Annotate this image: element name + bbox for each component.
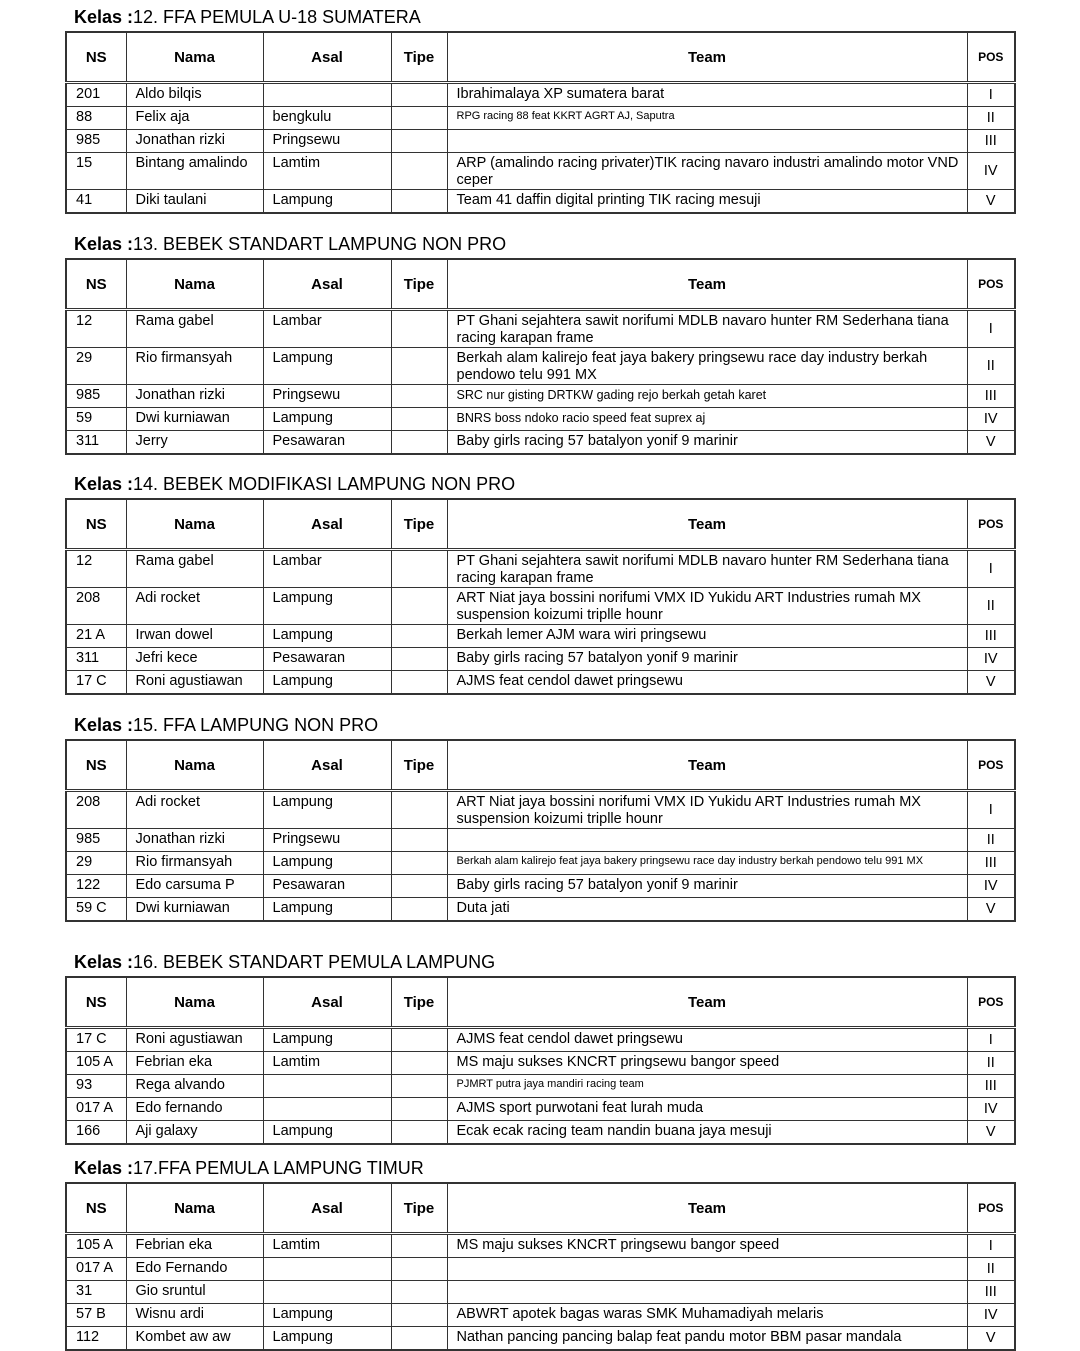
tipe-cell [391,310,447,348]
ns-cell: 17 C [66,671,126,695]
table-row [66,671,1015,695]
table-row [66,1281,1015,1304]
column-header: POS [967,977,1015,1028]
column-header: Tipe [391,32,447,83]
table-row [66,625,1015,648]
team-cell: PT Ghani sejahtera sawit norifumi MDLB navaro hunter RM Sederhana tiana racing karapan frame [447,310,967,348]
pos-cell: IV [967,648,1015,671]
ns-cell: 985 [66,385,126,408]
table-row [66,153,1015,190]
nama-cell: Adi rocket [126,588,263,625]
nama-cell: Dwi kurniawan [126,898,263,922]
table-row [66,130,1015,153]
tipe-cell [391,898,447,922]
asal-cell: Lampung [263,1327,391,1351]
team-cell: Nathan pancing pancing balap feat pandu motor BBM pasar mandala [447,1327,967,1351]
section-title [74,234,506,255]
table-row [66,431,1015,455]
pos-cell: III [967,385,1015,408]
ns-cell: 105 A [66,1052,126,1075]
nama-cell: Rama gabel [126,310,263,348]
pos-cell: I [967,1028,1015,1052]
pos-cell: IV [967,153,1015,190]
nama-cell: Jonathan rizki [126,130,263,153]
nama-cell: Febrian eka [126,1052,263,1075]
table-row [66,107,1015,130]
pos-cell: I [967,310,1015,348]
pos-cell: III [967,1281,1015,1304]
asal-cell: bengkulu [263,107,391,130]
asal-cell: Lampung [263,1121,391,1145]
ns-cell: 985 [66,829,126,852]
team-cell: ART Niat jaya bossini norifumi VMX ID Yukidu ART Industries rumah MX suspension koizumi triplle hounr [447,791,967,829]
nama-cell: Febrian eka [126,1234,263,1258]
asal-cell: Pesawaran [263,648,391,671]
ns-cell: 12 [66,550,126,588]
team-cell: PT Ghani sejahtera sawit norifumi MDLB navaro hunter RM Sederhana tiana racing karapan frame [447,550,967,588]
asal-cell: Pesawaran [263,431,391,455]
column-header: NS [66,1183,126,1234]
team-cell: ART Niat jaya bossini norifumi VMX ID Yukidu ART Industries rumah MX suspension koizumi triplle hounr [447,588,967,625]
pos-cell: IV [967,875,1015,898]
table-row [66,1327,1015,1351]
nama-cell: Wisnu ardi [126,1304,263,1327]
nama-cell: Bintang amalindo [126,153,263,190]
section-title [74,7,421,28]
tipe-cell [391,1121,447,1145]
nama-cell: Roni agustiawan [126,671,263,695]
kelas-name: 14. BEBEK MODIFIKASI LAMPUNG NON PRO [133,474,516,494]
ns-cell: 93 [66,1075,126,1098]
table-row [66,588,1015,625]
ns-cell: 017 A [66,1098,126,1121]
section-title [74,1158,424,1179]
asal-cell: Lampung [263,1304,391,1327]
ns-cell: 122 [66,875,126,898]
ns-cell: 311 [66,431,126,455]
ns-cell: 57 B [66,1304,126,1327]
tipe-cell [391,852,447,875]
pos-cell: II [967,588,1015,625]
tipe-cell [391,130,447,153]
team-cell: MS maju sukses KNCRT pringsewu bangor speed [447,1052,967,1075]
column-header: Nama [126,1183,263,1234]
nama-cell: Rio firmansyah [126,852,263,875]
column-header: POS [967,499,1015,550]
team-cell: Ibrahimalaya XP sumatera barat [447,83,967,107]
section-title [74,952,495,973]
header-row [66,1183,1015,1234]
section-title [74,474,515,495]
kelas-name: 15. FFA LAMPUNG NON PRO [133,715,379,735]
team-cell: ABWRT apotek bagas waras SMK Muhamadiyah melaris [447,1304,967,1327]
results-table [65,1182,1016,1351]
column-header: Team [447,259,967,310]
kelas-label: Kelas : [74,952,134,972]
header-row [66,740,1015,791]
column-header: POS [967,1183,1015,1234]
column-header: Team [447,740,967,791]
asal-cell: Lampung [263,588,391,625]
column-header: POS [967,32,1015,83]
nama-cell: Roni agustiawan [126,1028,263,1052]
table-row [66,408,1015,431]
asal-cell: Lamtim [263,1234,391,1258]
nama-cell: Rio firmansyah [126,348,263,385]
pos-cell: V [967,1121,1015,1145]
table-row [66,1258,1015,1281]
pos-cell: IV [967,1098,1015,1121]
kelas-label: Kelas : [74,1158,134,1178]
nama-cell: Dwi kurniawan [126,408,263,431]
column-header: Nama [126,977,263,1028]
table-row [66,1304,1015,1327]
team-cell [447,829,967,852]
table-row [66,190,1015,214]
tipe-cell [391,153,447,190]
nama-cell: Rama gabel [126,550,263,588]
table-row [66,550,1015,588]
table-row [66,1052,1015,1075]
results-table [65,976,1016,1145]
tipe-cell [391,648,447,671]
team-cell: Berkah alam kalirejo feat jaya bakery pringsewu race day industry berkah pendowo telu 991 MX [447,852,967,875]
pos-cell: III [967,852,1015,875]
team-cell: Baby girls racing 57 batalyon yonif 9 marinir [447,648,967,671]
pos-cell: I [967,550,1015,588]
team-cell: BNRS boss ndoko racio speed feat suprex aj [447,408,967,431]
pos-cell: I [967,791,1015,829]
pos-cell: V [967,431,1015,455]
column-header: Team [447,32,967,83]
results-table [65,498,1016,695]
column-header: NS [66,259,126,310]
table-row [66,791,1015,829]
tipe-cell [391,791,447,829]
ns-cell: 88 [66,107,126,130]
tipe-cell [391,107,447,130]
tipe-cell [391,588,447,625]
column-header: Asal [263,1183,391,1234]
tipe-cell [391,550,447,588]
table-row [66,875,1015,898]
kelas-label: Kelas : [74,7,134,27]
column-header: Asal [263,259,391,310]
asal-cell: Lampung [263,852,391,875]
kelas-name: 16. BEBEK STANDART PEMULA LAMPUNG [133,952,496,972]
asal-cell [263,83,391,107]
ns-cell: 59 [66,408,126,431]
column-header: Team [447,977,967,1028]
table-row [66,1075,1015,1098]
column-header: Nama [126,32,263,83]
header-row [66,499,1015,550]
pos-cell: III [967,625,1015,648]
nama-cell: Jerry [126,431,263,455]
asal-cell [263,1281,391,1304]
table-row [66,83,1015,107]
ns-cell: 208 [66,588,126,625]
nama-cell: Edo Fernando [126,1258,263,1281]
ns-cell: 208 [66,791,126,829]
tipe-cell [391,1281,447,1304]
team-cell: Baby girls racing 57 batalyon yonif 9 marinir [447,875,967,898]
column-header: Tipe [391,740,447,791]
table-row [66,1028,1015,1052]
table-row [66,1121,1015,1145]
team-cell: AJMS feat cendol dawet pringsewu [447,671,967,695]
kelas-section [65,234,1014,455]
section-title [74,715,378,736]
asal-cell: Lampung [263,408,391,431]
pos-cell: IV [967,1304,1015,1327]
column-header: Team [447,1183,967,1234]
ns-cell: 29 [66,852,126,875]
column-header: Nama [126,499,263,550]
asal-cell: Pringsewu [263,829,391,852]
asal-cell [263,1258,391,1281]
asal-cell: Lambar [263,310,391,348]
tipe-cell [391,348,447,385]
column-header: Nama [126,740,263,791]
results-table [65,258,1016,455]
ns-cell: 201 [66,83,126,107]
nama-cell: Aji galaxy [126,1121,263,1145]
column-header: Asal [263,499,391,550]
table-row [66,898,1015,922]
tipe-cell [391,1327,447,1351]
ns-cell: 166 [66,1121,126,1145]
ns-cell: 017 A [66,1258,126,1281]
table-row [66,1098,1015,1121]
ns-cell: 985 [66,130,126,153]
ns-cell: 59 C [66,898,126,922]
column-header: Tipe [391,1183,447,1234]
tipe-cell [391,1098,447,1121]
tipe-cell [391,1028,447,1052]
tipe-cell [391,408,447,431]
team-cell: Berkah lemer AJM wara wiri pringsewu [447,625,967,648]
team-cell [447,1281,967,1304]
asal-cell: Pesawaran [263,875,391,898]
pos-cell: II [967,1052,1015,1075]
pos-cell: III [967,130,1015,153]
nama-cell: Diki taulani [126,190,263,214]
asal-cell: Pringsewu [263,385,391,408]
asal-cell: Lamtim [263,153,391,190]
column-header: POS [967,740,1015,791]
kelas-name: 12. FFA PEMULA U-18 SUMATERA [133,7,421,27]
kelas-section [65,715,1014,922]
table-row [66,385,1015,408]
kelas-section [65,952,1014,1145]
pos-cell: II [967,829,1015,852]
nama-cell: Kombet aw aw [126,1327,263,1351]
kelas-section [65,1158,1014,1351]
column-header: POS [967,259,1015,310]
tipe-cell [391,1304,447,1327]
nama-cell: Gio sruntul [126,1281,263,1304]
results-table [65,739,1016,922]
team-cell: ARP (amalindo racing privater)TIK racing navaro industri amalindo motor VND ceper [447,153,967,190]
table-row [66,852,1015,875]
kelas-label: Kelas : [74,234,134,254]
tipe-cell [391,829,447,852]
pos-cell: V [967,1327,1015,1351]
pos-cell: V [967,671,1015,695]
table-row [66,829,1015,852]
team-cell [447,130,967,153]
nama-cell: Jonathan rizki [126,385,263,408]
kelas-name: 17.FFA PEMULA LAMPUNG TIMUR [133,1158,424,1178]
kelas-section [65,474,1014,695]
team-cell [447,1258,967,1281]
column-header: Tipe [391,259,447,310]
pos-cell: II [967,1258,1015,1281]
tipe-cell [391,385,447,408]
nama-cell: Aldo bilqis [126,83,263,107]
results-table [65,31,1016,214]
tipe-cell [391,431,447,455]
table-row [66,648,1015,671]
header-row [66,977,1015,1028]
ns-cell: 21 A [66,625,126,648]
column-header: Nama [126,259,263,310]
table-row [66,1234,1015,1258]
tipe-cell [391,1258,447,1281]
pos-cell: II [967,348,1015,385]
team-cell: RPG racing 88 feat KKRT AGRT AJ, Saputra [447,107,967,130]
nama-cell: Irwan dowel [126,625,263,648]
ns-cell: 311 [66,648,126,671]
column-header: NS [66,740,126,791]
team-cell: Team 41 daffin digital printing TIK racing mesuji [447,190,967,214]
tipe-cell [391,1234,447,1258]
kelas-section [65,7,1014,214]
ns-cell: 105 A [66,1234,126,1258]
tipe-cell [391,671,447,695]
pos-cell: V [967,898,1015,922]
header-row [66,259,1015,310]
ns-cell: 17 C [66,1028,126,1052]
team-cell: Baby girls racing 57 batalyon yonif 9 marinir [447,431,967,455]
kelas-label: Kelas : [74,715,134,735]
asal-cell: Lampung [263,898,391,922]
table-row [66,348,1015,385]
team-cell: MS maju sukses KNCRT pringsewu bangor speed [447,1234,967,1258]
column-header: Team [447,499,967,550]
team-cell: Berkah alam kalirejo feat jaya bakery pringsewu race day industry berkah pendowo telu 991 MX [447,348,967,385]
team-cell: SRC nur gisting DRTKW gading rejo berkah getah karet [447,385,967,408]
table-row [66,310,1015,348]
column-header: Tipe [391,977,447,1028]
column-header: Asal [263,32,391,83]
nama-cell: Edo carsuma P [126,875,263,898]
kelas-label: Kelas : [74,474,134,494]
pos-cell: I [967,1234,1015,1258]
header-row [66,32,1015,83]
column-header: Asal [263,740,391,791]
asal-cell: Lampung [263,1028,391,1052]
asal-cell: Lampung [263,625,391,648]
team-cell: Duta jati [447,898,967,922]
column-header: Tipe [391,499,447,550]
asal-cell [263,1075,391,1098]
tipe-cell [391,625,447,648]
column-header: NS [66,977,126,1028]
nama-cell: Rega alvando [126,1075,263,1098]
pos-cell: I [967,83,1015,107]
tipe-cell [391,190,447,214]
column-header: NS [66,499,126,550]
ns-cell: 29 [66,348,126,385]
team-cell: AJMS sport purwotani feat lurah muda [447,1098,967,1121]
asal-cell: Lampung [263,791,391,829]
asal-cell: Lambar [263,550,391,588]
pos-cell: V [967,190,1015,214]
team-cell: Ecak ecak racing team nandin buana jaya mesuji [447,1121,967,1145]
pos-cell: IV [967,408,1015,431]
ns-cell: 15 [66,153,126,190]
column-header: Asal [263,977,391,1028]
nama-cell: Edo fernando [126,1098,263,1121]
team-cell: AJMS feat cendol dawet pringsewu [447,1028,967,1052]
ns-cell: 112 [66,1327,126,1351]
nama-cell: Felix aja [126,107,263,130]
asal-cell: Lampung [263,190,391,214]
ns-cell: 31 [66,1281,126,1304]
team-cell: PJMRT putra jaya mandiri racing team [447,1075,967,1098]
asal-cell [263,1098,391,1121]
tipe-cell [391,1052,447,1075]
asal-cell: Pringsewu [263,130,391,153]
nama-cell: Adi rocket [126,791,263,829]
asal-cell: Lampung [263,348,391,385]
nama-cell: Jefri kece [126,648,263,671]
tipe-cell [391,1075,447,1098]
ns-cell: 12 [66,310,126,348]
pos-cell: III [967,1075,1015,1098]
asal-cell: Lamtim [263,1052,391,1075]
pos-cell: II [967,107,1015,130]
asal-cell: Lampung [263,671,391,695]
ns-cell: 41 [66,190,126,214]
column-header: NS [66,32,126,83]
nama-cell: Jonathan rizki [126,829,263,852]
tipe-cell [391,875,447,898]
tipe-cell [391,83,447,107]
kelas-name: 13. BEBEK STANDART LAMPUNG NON PRO [133,234,507,254]
